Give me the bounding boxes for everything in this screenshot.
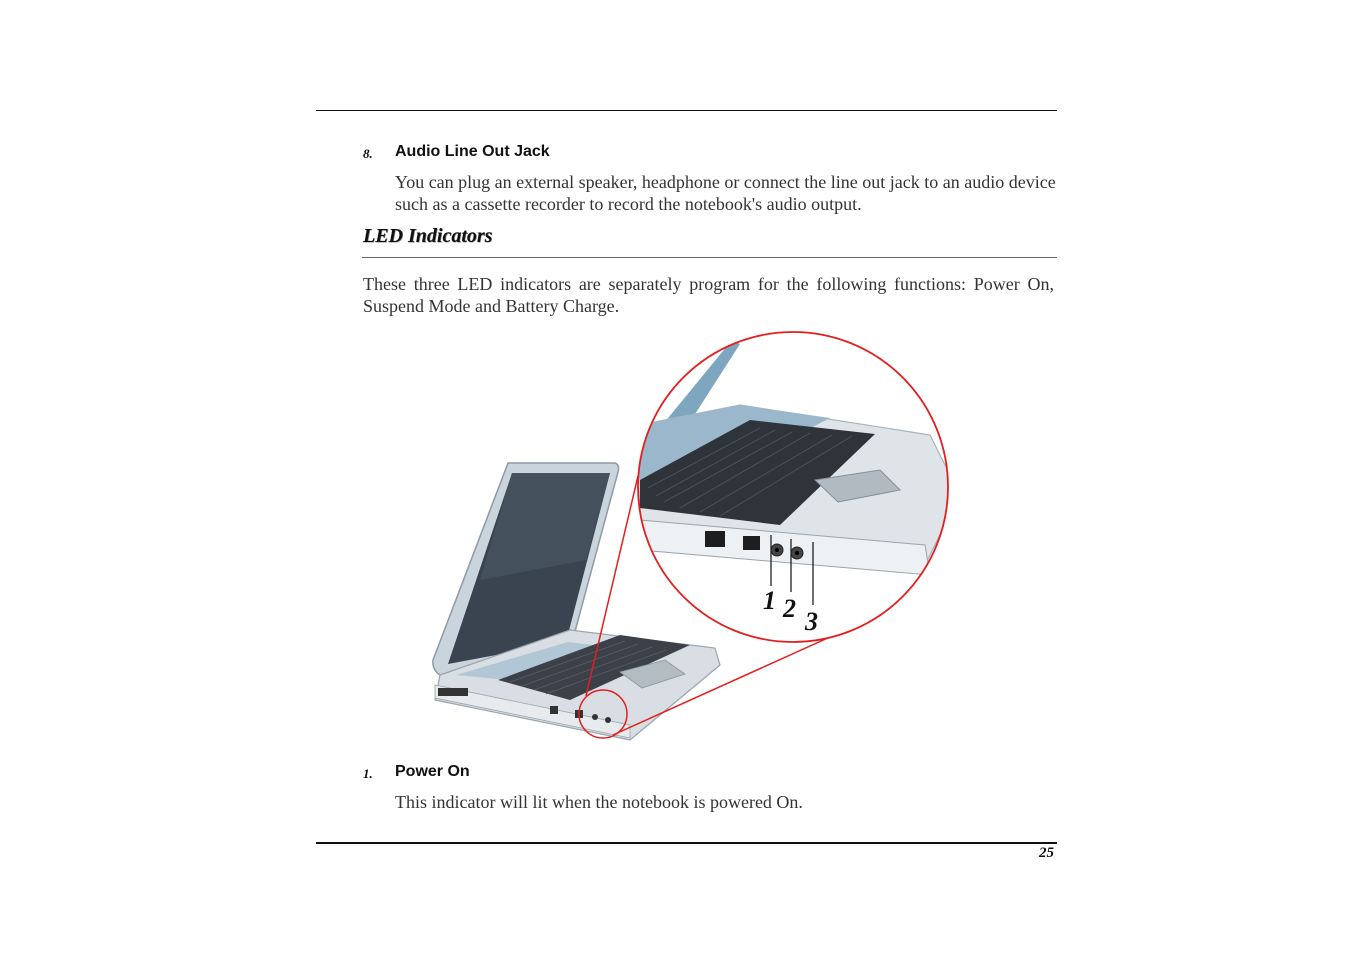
item-number: 1. xyxy=(363,766,373,781)
item-number: 8. xyxy=(363,146,373,161)
section-heading-led-indicators: LED Indicators xyxy=(363,225,493,247)
item-title-audio-line-out: Audio Line Out Jack xyxy=(395,143,550,160)
callout-3: 3 xyxy=(805,607,818,636)
header-rule xyxy=(316,110,1057,111)
item-title-power-on: Power On xyxy=(395,763,470,780)
laptop-led-figure xyxy=(420,330,960,742)
section-rule xyxy=(362,257,1057,258)
callout-1: 1 xyxy=(763,586,776,615)
footer-rule xyxy=(316,842,1057,844)
item-description-audio-line-out: You can plug an external speaker, headphone or connect the line out jack to an audio device such as a cassette recorder to record the notebook's audio output. xyxy=(395,172,1056,214)
section-intro: These three LED indicators are separately program for the following functions: Power On, Suspend Mode and Battery Charge. xyxy=(363,274,1054,316)
item-description-power-on: This indicator will lit when the notebook is powered On. xyxy=(395,792,803,812)
page-number: 25 xyxy=(1039,845,1054,861)
callout-2: 2 xyxy=(783,594,796,623)
